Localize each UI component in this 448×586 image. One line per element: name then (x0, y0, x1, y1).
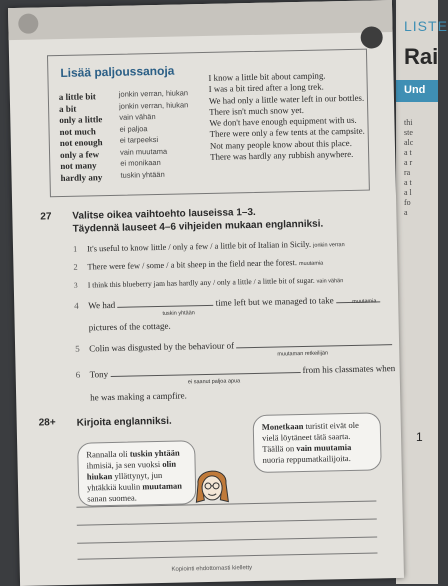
girl-face-illustration (192, 462, 233, 509)
exercise-27-sentence-6: 6 Tony from his classmates when (76, 362, 396, 380)
answer-blank[interactable] (117, 297, 213, 308)
speech-bubble-left: Rannalla oli tuskin yhtään ihmisiä, ja sen vuoksi olin hiukan yllättynyt, jun yhtäkkiä kuulin muutaman sanan suomea. (77, 440, 196, 506)
quantifier: hardly any (60, 172, 103, 184)
translation-list (119, 87, 190, 180)
exercise-27-sentence-6-cont: he was making a campfire. (90, 390, 187, 402)
answer-blank[interactable] (236, 336, 392, 348)
exercise-27-number: 27 (40, 211, 51, 222)
example-sentence: There were only a few tents at the campsite. (210, 126, 365, 141)
exercise-28-instructions: Kirjoita englanniksi. (77, 415, 172, 430)
example-sentence: I know a little bit about camping. (208, 70, 363, 85)
copyright-footer: Kopiointi ehdottomasti kielletty (20, 562, 404, 576)
translation: vain muutama (120, 145, 189, 158)
hint: muutamia (352, 298, 376, 305)
hint: ei saanut paljoa apua (188, 378, 240, 385)
translation: vain vähän (119, 110, 188, 123)
facing-page-bar: Und (396, 80, 438, 102)
hint: muutaman retkeilijän (277, 350, 328, 357)
grammar-box (47, 49, 370, 198)
hint: vain vähän (317, 278, 344, 285)
hint: jonkin verran (313, 242, 345, 249)
quantifier: not many (60, 160, 103, 172)
example-sentence: Not many people know about this place. (210, 137, 365, 152)
page-header-band (8, 0, 393, 40)
example-sentence: We don't have enough equipment with us. (209, 115, 364, 130)
translation: jonkin verran, hiukan (119, 99, 188, 112)
example-list (208, 70, 365, 164)
quantifier: only a little (59, 114, 102, 126)
exercise-27-sentence-1: 1 It's useful to know little / only a few / a little bit of Italian in Sicily. jonkin verran (73, 239, 345, 254)
exercise-27-sentence-3: 3 I think this blueberry jam has hardly any / only a little / a little bit of sugar. vain vähän (74, 275, 344, 290)
translation: jonkin verran, hiukan (119, 87, 188, 100)
chapter-icon (360, 26, 382, 48)
writing-line[interactable] (77, 536, 377, 543)
grammar-box-title: Lisää paljoussanoja (60, 64, 174, 80)
exercise-27-sentence-4-cont: pictures of the cottage. (89, 321, 171, 333)
exercise-27-instructions: Valitse oikea vaihtoehto lauseissa 1–3. Täydennä lauseet 4–6 vihjeiden mukaan englanniksi. (72, 205, 323, 236)
quantifier-list (59, 91, 104, 184)
quantifier: not enough (60, 137, 103, 149)
writing-line[interactable] (78, 552, 378, 559)
exercise-27-sentence-2: 2 There were few / some / a bit sheep in the field near the forest. muutamia (73, 258, 323, 272)
exercise-27-sentence-5: 5 Colin was disgusted by the behaviour of (75, 336, 392, 354)
example-sentence: There isn't much snow yet. (209, 104, 364, 119)
facing-page-title: Rai (404, 44, 438, 70)
exercise-27-sentence-4: 4 We had time left but we managed to take (74, 293, 380, 310)
quantifier: a little bit (59, 91, 102, 103)
translation: ei monikaan (120, 156, 189, 169)
example-sentence: I was a bit tired after a long trek. (209, 81, 364, 96)
facing-page-tab: LISTE (404, 18, 448, 34)
hint: tuskin yhtään (162, 310, 195, 317)
page-badge (18, 13, 38, 33)
answer-blank[interactable] (110, 364, 300, 377)
speech-bubble-right: Monetkaan turistit eivät ole vielä löytäneet tätä saarta. Täällä on vain muutamia nuoria reppumatkailijoita. (253, 412, 382, 473)
translation: tuskin yhtään (120, 168, 189, 181)
writing-line[interactable] (77, 518, 377, 525)
hint: muutamia (299, 261, 323, 268)
example-sentence: We had only a little water left in our bottles. (209, 92, 364, 107)
quantifier: only a few (60, 149, 103, 161)
translation: ei tarpeeksi (120, 133, 189, 146)
workbook-page (8, 0, 404, 586)
facing-page-text: thi ste alc a t a r ra a t a l fo a (404, 118, 434, 218)
facing-page-number: 1 (416, 430, 423, 444)
example-sentence: There was hardly any rubbish anywhere. (210, 149, 365, 164)
quantifier: a bit (59, 103, 102, 115)
exercise-28-number: 28+ (39, 417, 56, 428)
quantifier: not much (59, 126, 102, 138)
translation: ei paljoa (119, 122, 188, 135)
